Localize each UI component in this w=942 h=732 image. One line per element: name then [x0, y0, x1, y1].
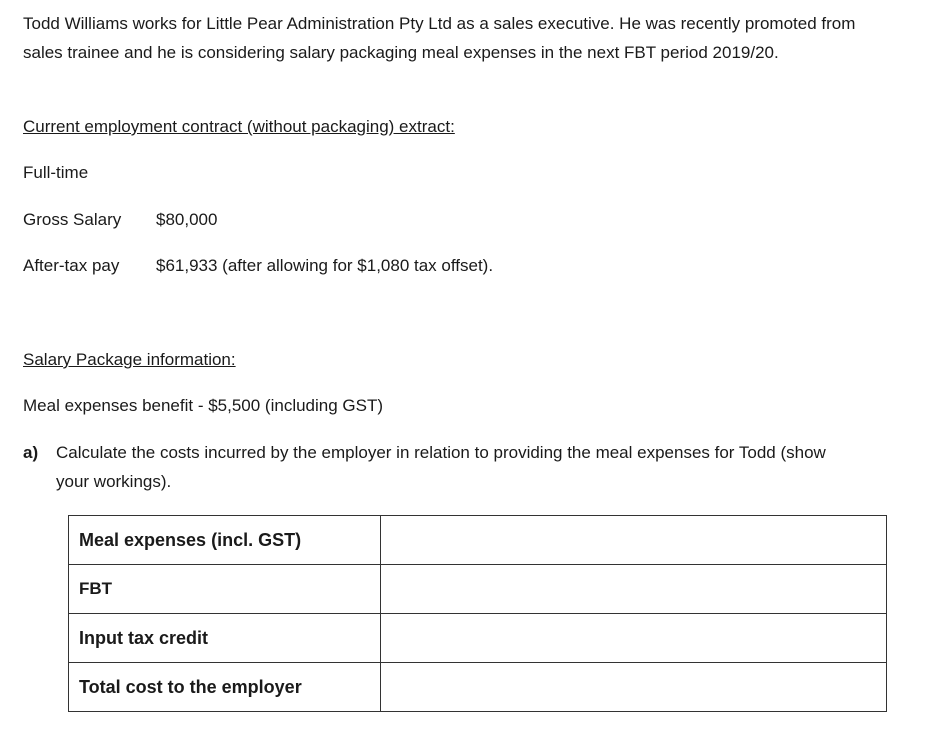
row-label: Total cost to the employer: [69, 663, 381, 712]
question-marker: a): [23, 443, 39, 462]
row-answer-cell[interactable]: [381, 516, 887, 565]
table-row: [69, 614, 887, 663]
row-label: Meal expenses (incl. GST): [69, 516, 381, 565]
row-label: FBT: [69, 565, 381, 614]
after-tax-label: After-tax pay: [23, 256, 120, 275]
intro-paragraph: Todd Williams works for Little Pear Administration Pty Ltd as a sales executive. He was recently promoted from sales trainee and he is considering salary packaging meal expenses in the next FBT period 2019/20.: [23, 14, 856, 62]
gross-salary-line: [23, 210, 217, 230]
cost-table: [68, 515, 887, 712]
row-answer-cell[interactable]: [381, 663, 887, 712]
question-text: Calculate the costs incurred by the employer in relation to providing the meal expenses for Todd (show your workings).: [56, 443, 826, 491]
row-answer-cell[interactable]: [381, 565, 887, 614]
after-tax-line: [23, 256, 493, 276]
meal-benefit-line: Meal expenses benefit - $5,500 (including GST): [23, 396, 384, 415]
gross-salary-value: $80,000: [156, 210, 218, 229]
gross-salary-label: Gross Salary: [23, 210, 122, 229]
table-row: [69, 565, 887, 614]
package-heading: Salary Package information:: [23, 350, 236, 369]
row-label: Input tax credit: [69, 614, 381, 663]
row-answer-cell[interactable]: [381, 614, 887, 663]
employment-type: Full-time: [23, 163, 89, 182]
table-row: [69, 516, 887, 565]
contract-heading: Current employment contract (without packaging) extract:: [23, 117, 455, 136]
table-row: [69, 663, 887, 712]
after-tax-value: $61,933 (after allowing for $1,080 tax offset).: [156, 256, 494, 275]
question-a: [23, 438, 853, 496]
